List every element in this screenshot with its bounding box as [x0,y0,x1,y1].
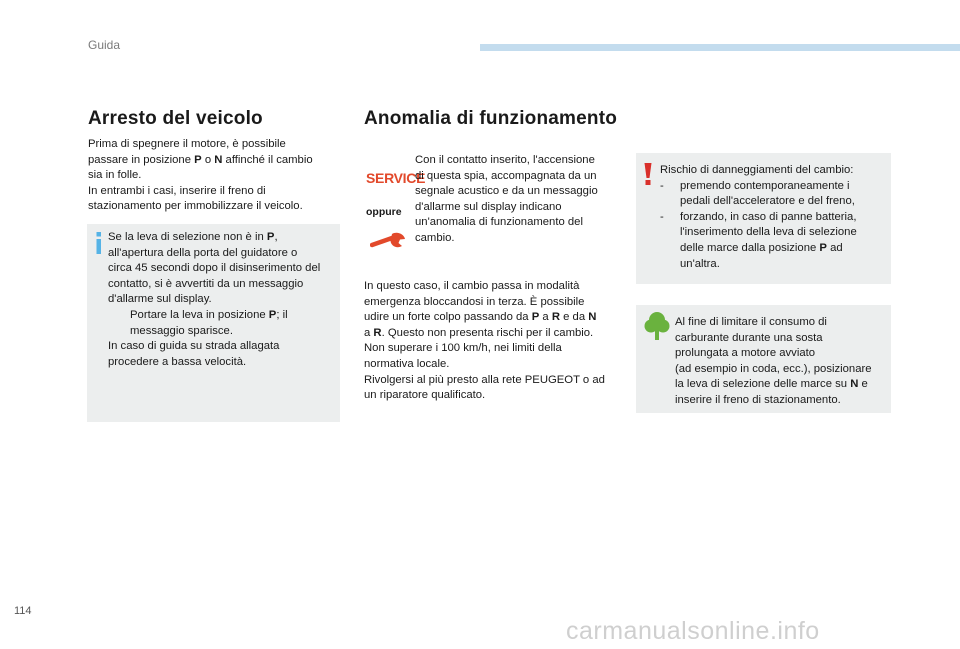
body-line: a R. Questo non presenta rischi per il cambio. [364,326,594,339]
arresto-intro [88,137,348,215]
info-line: Se la leva di selezione non è in P, [108,231,278,243]
anomalia-body [364,279,626,404]
desc-line: un'anomalia di funzionamento del [415,216,583,229]
wrench-icon [370,232,408,250]
service-warning-icon: SERVICE [366,170,426,186]
desc-line: Con il contatto inserito, l'accensione [415,154,595,166]
bullet-icon [108,308,130,339]
eco-box [636,305,891,413]
info-box [87,224,340,422]
intro-line: Prima di spegnere il motore, è possibile [88,138,286,150]
desc-line: segnale acustico e da un messaggio [415,185,598,198]
page-number: 114 [14,605,32,617]
anomalia-title: Anomalia di funzionamento [364,108,618,129]
body-line: udire un forte colpo passando da P a R e da N [364,311,597,324]
dash-marker: - [660,210,664,223]
info-line: procedere a bassa velocità. [108,355,247,368]
eco-line: Al fine di limitare il consumo di [675,316,827,328]
desc-line: cambio. [415,231,455,244]
body-line: Non superare i 100 km/h, nei limiti della [364,342,562,355]
warning-text [660,163,888,272]
info-line: d'allarme sul display. [108,293,212,306]
info-line: contatto, si è avvertiti da un messaggio [108,277,304,290]
eco-line: (ad esempio in coda, ecc.), posizionare [675,362,872,375]
info-icon [93,232,105,254]
eco-line: prolungata a motore avviato [675,347,816,360]
body-line: emergenza bloccandosi in terza. È possibile [364,295,585,308]
eco-tree-icon [644,311,670,341]
section-title: Guida [88,38,121,52]
arresto-title: Arresto del veicolo [88,108,263,129]
eco-text [675,315,889,409]
info-line: In caso di guida su strada allagata [108,340,280,353]
body-line: normativa locale. [364,357,450,370]
intro-line: sia in folle. [88,169,142,182]
oppure-label: oppure [366,206,402,218]
info-line: all'apertura della porta del guidatore o [108,246,298,259]
warning-item: - premendo contemporaneamente i pedali dell'acceleratore e del freno, [660,179,888,210]
eco-line: carburante durante una sosta [675,331,823,344]
eco-line: la leva di selezione delle marce su N e [675,378,868,391]
warning-item: - forzando, in caso di panne batteria, l'inserimento della leva di selezione delle marce dalla posizione P ad un'altra. [660,210,888,272]
eco-line: inserire il freno di stazionamento. [675,393,841,406]
intro-line: stazionamento per immobilizzare il veicolo. [88,200,303,213]
desc-line: di questa spia, accompagnata da un [415,169,597,182]
body-line: In questo caso, il cambio passa in modalità [364,280,580,292]
body-line: un riparatore qualificato. [364,389,486,402]
exclamation-icon [644,163,652,185]
dash-marker: - [660,179,664,192]
watermark: carmanualsonline.info [566,617,820,645]
info-line: circa 45 secondi dopo il disinserimento del [108,262,321,275]
info-bullet: Portare la leva in posizione P; il messaggio sparisce. [108,308,340,339]
intro-line: passare in posizione P o N affinché il cambio [88,153,313,166]
header-accent-bar [480,44,960,51]
intro-line: In entrambi i casi, inserire il freno di [88,184,266,197]
anomalia-description [415,153,625,247]
body-line: Rivolgersi al più presto alla rete PEUGEOT o ad [364,373,605,386]
desc-line: d'allarme sul display indicano [415,200,562,213]
info-text [108,230,340,370]
warning-box [636,153,891,284]
warning-title: Rischio di danneggiamenti del cambio: [660,164,854,176]
